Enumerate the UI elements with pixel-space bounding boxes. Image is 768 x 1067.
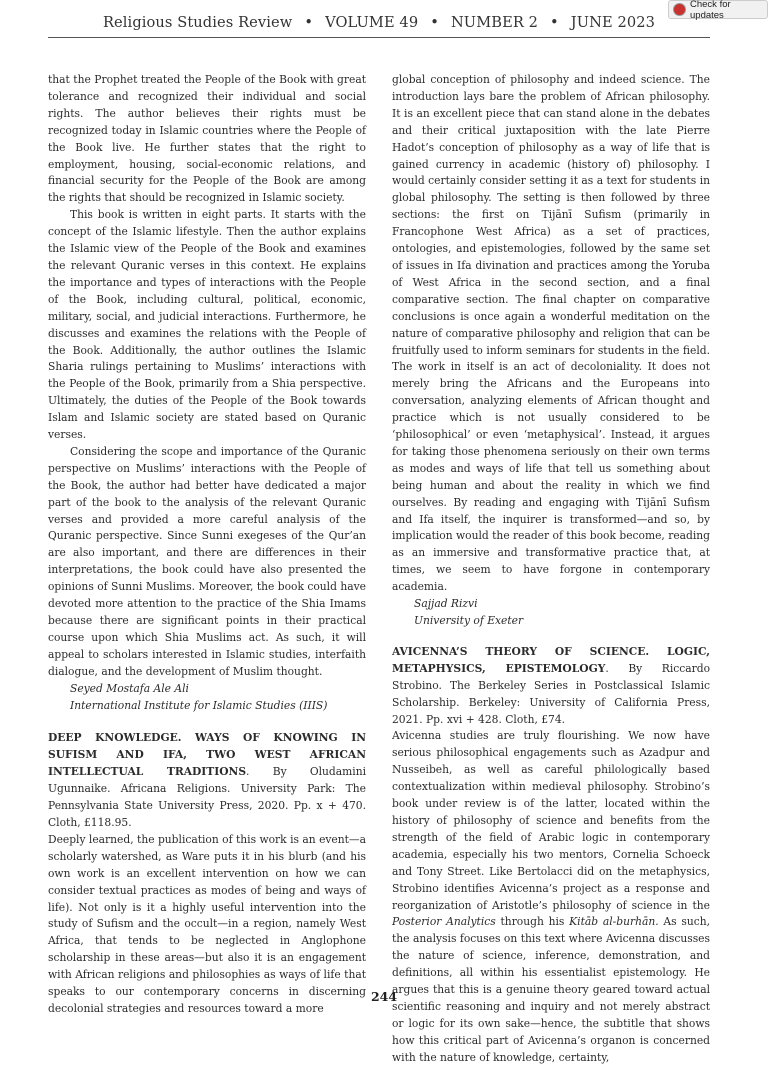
book-details: . By Riccardo Strobino. The Berkeley Series in Postclassical Islamic Scholarship. Berkeley: University of California Press, 2021. Pp. xvi + 428. Cloth, £74.	[392, 661, 711, 726]
issue-date: JUNE 2023	[570, 14, 656, 31]
header-bullet: •	[430, 14, 439, 31]
reviewer-name: Seyed Mostafa Ale Ali	[70, 681, 189, 695]
italic-title: Kitāb al-burhān	[569, 915, 656, 929]
journal-title: Religious Studies Review	[102, 14, 293, 31]
right-column	[392, 72, 710, 1067]
reviewer-affiliation: International Institute for Islamic Studies (IIIS)	[70, 698, 328, 712]
page-number: 244	[370, 989, 398, 1004]
header-bullet: •	[304, 14, 314, 31]
book-citation	[392, 644, 710, 729]
check-for-updates-button[interactable]	[668, 0, 768, 19]
issue-number: NUMBER 2	[450, 14, 539, 31]
left-column	[48, 72, 366, 1018]
paragraph: global conception of philosophy and indeed science. The introduction lays bare the problem of African philosophy. It is an excellent piece that can stand alone in the debates and their critical juxtaposition with the late Pierre Hadot’s conception of philosophy as a way of life that is gained currency in academic (history of) philosophy. I would certainly consider setting it as a text for students in global philosophy. The setting is then followed by three sections: the first on Tijānī Sufism (primarily in Francophone West Africa) as a set of practices, ontologies, and epistemologies, followed by the same set of issues in Ifa divination and practices among the Yoruba of West Africa in the second section, and a final comparative section. The final chapter on comparative conclusions is once again a wonderful meditation on the nature of comparative philosophy and religion that can be fruitfully used to inform seminars for students in the field. The work in itself is an act of decoloniality. It does not merely bring the Africans and the Europeans into conversation, analyzing elements of African thought and practice which is not usually considered to be ‘philosophical’ or even ‘metaphysical’. Instead, it argues for taking those phenomena seriously on their own terms as modes and ways of life that tell us something about being human and about the reality in which we find ourselves. By reading and engaging with Tijānī Sufism and Ifa itself, the inquirer is transformed—and so, by implication would the reader of this book become, reading as an immersive and transformative practice that, at times, we seem to have forgone in contemporary academia.	[392, 73, 710, 594]
book-title: AVICENNA’S THEORY OF SCIENCE. LOGIC, METAPHYSICS, EPISTEMOLOGY	[392, 644, 710, 675]
header-bullet: •	[550, 14, 559, 31]
crossmark-icon	[673, 3, 686, 16]
header-rule	[48, 37, 710, 38]
paragraph: that the Prophet treated the People of the Book with great tolerance and recognized their individual and social rights. The author believes their rights must be recognized today in Islamic countries where the People of the Book live. He further states that the right to employment, housing, social-economic relations, and financial security for the People of the Book are among the rights that should be recognized in Islamic society.	[48, 73, 366, 205]
paragraph: This book is written in eight parts. It starts with the concept of the Islamic lifestyle. Then the author explains the Islamic view of the People of the Book and examines the relevant Quranic verses in this context. He explains the importance and types of interactions with the People of the Book, including cultural, political, economic, military, social, and judicial interactions. Furthermore, he discusses and examines the relations with the People of the Book. Additionally, the author outlines the Islamic Sharia rulings pertaining to Muslims’ interactions with the People of the Book, primarily from a Shia perspective. Ultimately, the duties of the People of the Book towards Islam and Islamic society are stated based on Quranic verses.	[48, 208, 366, 442]
check-for-updates-label: Check for updates	[690, 0, 731, 21]
book-title: DEEP KNOWLEDGE. WAYS OF KNOWING IN SUFISM AND IFA, TWO WEST AFRICAN INTELLECTUAL TRADITIONS	[48, 731, 366, 779]
paragraph: Deeply learned, the publication of this work is an event—a scholarly watershed, as Ware puts it in his blurb (and his own work is an excellent intervention on how we can consider textual practices as modes of being and ways of life). Not only is it a highly useful intervention into the study of Sufism and the occult—in a region, namely West Africa, that tends to be neglected in Anglophone scholarship in these areas—but also it is an engagement with African religions and philosophies as ways of life that speaks to our contemporary concerns in discerning decolonial strategies and resources toward a more	[48, 832, 366, 1015]
running-header	[48, 14, 710, 31]
italic-title: Posterior Analytics	[392, 915, 496, 929]
paragraph: Considering the scope and importance of the Quranic perspective on Muslims’ interactions with the People of the Book, the author had better have dedicated a major part of the book to the analysis of the relevant Quranic verses and provided a more careful analysis of the Quranic perspective. Since Sunni exegeses of the Qur’an are also important, and there are differences in their interpretations, the book could have also presented the opinions of Sunni Muslims. Moreover, the book could have devoted more attention to the practice of the Shia Imams because there are significant points in their practical course upon which Shia Muslims act. As such, it will appeal to scholars interested in Islamic studies, interfaith dialogue, and the development of Muslim thought.	[48, 444, 366, 678]
book-citation	[48, 730, 366, 831]
paragraph: Avicenna studies are truly flourishing. We now have serious philosophical engagements such as Azadpur and Nusseibeh, as well as careful philologically based contextualization within medieval philosophy. Strobino’s book under review is of the latter, located within the history of philosophy of science and benefits from the strength of the field of Arabic logic in contemporary academia, especially his two mentors, Cornelia Schoeck and Tony Street. Like Bertolacci did on the metaphysics, Strobino identifies Avicenna’s project as a response and reorganization of Aristotle’s philosophy of science in the Posterior Analytics through his Kitāb al-burhān. As such, the analysis focuses on this text where Avicenna discusses the nature of science, inference, demonstration, and definitions, all within his essentialist epistemology. He argues that this is a genuine theory geared toward actual scientific reasoning and inquiry and not merely abstract or logic for its own sake—hence, the subtitle that shows how this critical part of Avicenna’s organon is concerned with the nature of knowledge, certainty,	[392, 729, 710, 1064]
book-details: . By Oludamini Ugunnaike. Africana Religions. University Park: The Pennsylvania State University Press, 2020. Pp. x + 470. Cloth, £118.95.	[48, 765, 367, 829]
reviewer-affiliation: University of Exeter	[414, 614, 524, 627]
volume-label: VOLUME 49	[325, 14, 419, 31]
reviewer-name: Sajjad Rizvi	[414, 597, 478, 611]
